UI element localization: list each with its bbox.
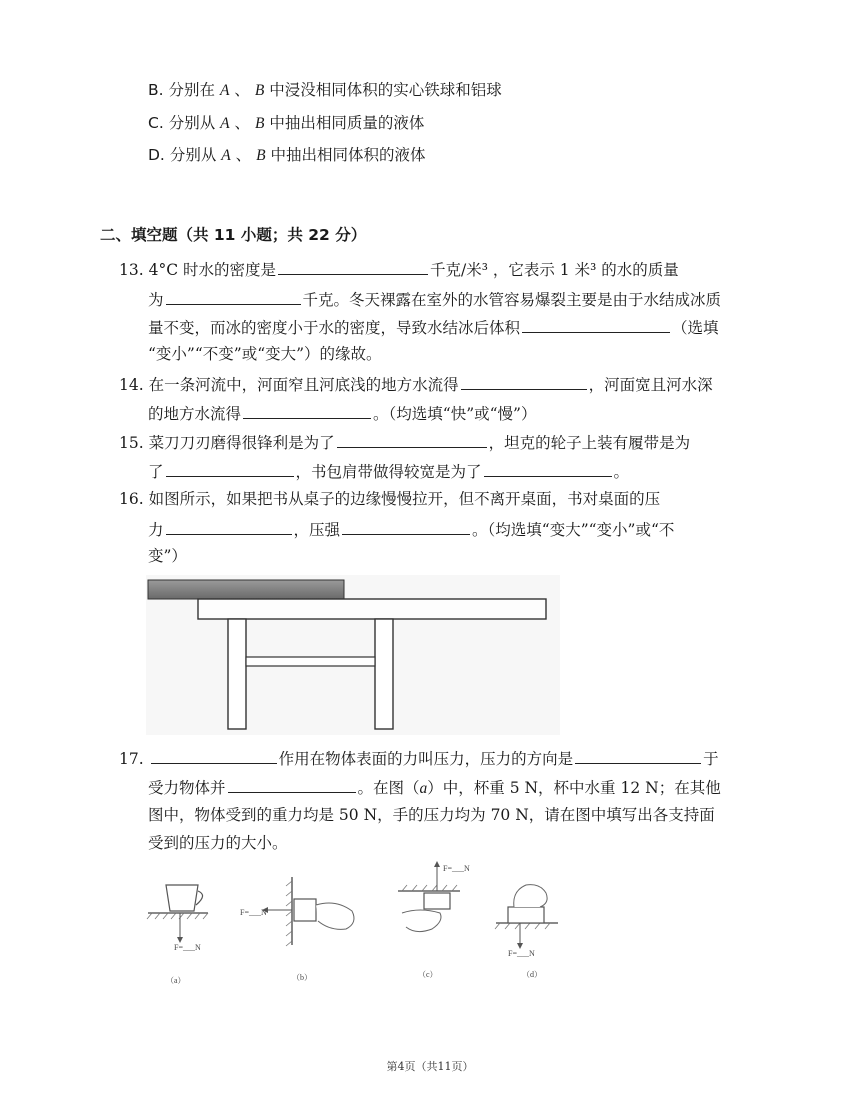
label-b: F=___N [240, 908, 267, 917]
q13-line3: 量不变，而冰的密度小于水的密度，导致水结冰后体积 （选填 [148, 316, 719, 338]
label-d: F=___N [508, 949, 535, 958]
table-leg-right [375, 619, 393, 729]
q16-line1: 16. 如图所示，如果把书从桌子的边缘慢慢拉开，但不离开桌面，书对桌面的压 [119, 490, 661, 508]
page-footer: 第4页（共11页） [386, 1060, 474, 1073]
book-on-table-figure [146, 575, 560, 735]
q17-blank-1[interactable] [151, 747, 277, 764]
q15-number: 15. [119, 434, 144, 452]
table-top [198, 599, 546, 619]
label-c: F=___N [443, 864, 470, 873]
q13-blank-3[interactable] [522, 316, 670, 333]
q17-line1: 17. 作用在物体表面的力叫压力，压力的方向是 于 [119, 747, 719, 769]
table-crossbar [246, 657, 375, 666]
q16-blank-2[interactable] [342, 518, 470, 535]
book-shape [148, 580, 344, 599]
option-c: C. 分别从 A 、 B 中抽出相同质量的液体 [148, 114, 425, 132]
q13-blank-1[interactable] [278, 258, 428, 275]
figure-d [495, 885, 558, 979]
q15-blank-3[interactable] [484, 460, 612, 477]
caption-d: （d） [522, 970, 542, 979]
hand-icon-c [402, 910, 441, 932]
q15-blank-1[interactable] [337, 431, 487, 448]
block-d [508, 907, 544, 923]
section-title: 二、填空题（共 11 小题；共 22 分） [100, 226, 367, 244]
figure-b [240, 877, 354, 982]
q17-line3: 图中，物体受到的重力均是 50 N，手的压力均为 70 N，请在图中填写出各支持面 [148, 806, 715, 824]
q15-line2: 了 ，书包肩带做得较宽是为了 。 [148, 460, 629, 482]
q17-line2: 受力物体并 。在图（a）中，杯重 5 N，杯中水重 12 N；在其他 [148, 776, 721, 799]
block-c [424, 893, 450, 909]
option-b: B. 分别在 A 、 B 中浸没相同体积的实心铁球和铝球 [148, 81, 502, 99]
q17-line4: 受到的压力的大小。 [148, 834, 288, 852]
block-b [294, 899, 316, 921]
caption-a: （a） [166, 976, 186, 985]
q14-blank-1[interactable] [461, 373, 587, 390]
caption-b: （b） [292, 973, 312, 982]
q16-line2: 力 ，压强 。（均选填“变大”“变小”或“不 [148, 518, 674, 540]
pressure-figures [140, 855, 560, 990]
q16-blank-1[interactable] [166, 518, 292, 535]
q13-blank-2[interactable] [166, 288, 301, 305]
q15-line1: 15. 菜刀刀刃磨得很锋利是为了 ，坦克的轮子上装有履带是为 [119, 431, 690, 453]
q14-line2: 的地方水流得 。（均选填“快”或“慢”） [148, 402, 536, 424]
q16-line3: 变”） [148, 547, 187, 565]
label-a: F=___N [174, 943, 201, 952]
q13-line1: 13. 4°C 时水的密度是 千克/米³ ，它表示 1 米³ 的水的质量 [119, 258, 679, 280]
caption-c: （c） [418, 970, 438, 979]
figure-c [398, 861, 470, 979]
q17-number: 17. [119, 750, 144, 768]
figure-a [147, 885, 208, 985]
q13-line4: “变小”“不变”或“变大”）的缘故。 [148, 345, 382, 363]
hand-icon-d [514, 885, 547, 907]
hand-icon [316, 903, 354, 929]
q14-blank-2[interactable] [243, 402, 371, 419]
q17-blank-3[interactable] [228, 776, 356, 793]
q15-blank-2[interactable] [166, 460, 294, 477]
q13-line2: 为 千克。冬天裸露在室外的水管容易爆裂主要是由于水结成冰质 [148, 288, 721, 310]
q13-number: 13. [119, 261, 144, 279]
q14-line1: 14. 在一条河流中，河面窄且河底浅的地方水流得 ，河面宽且河水深 [119, 373, 713, 395]
cup-icon [166, 885, 198, 911]
q14-number: 14. [119, 376, 144, 394]
q17-blank-2[interactable] [575, 747, 701, 764]
option-d: D. 分别从 A 、 B 中抽出相同体积的液体 [148, 146, 426, 164]
table-leg-left [228, 619, 246, 729]
q16-number: 16. [119, 490, 144, 508]
